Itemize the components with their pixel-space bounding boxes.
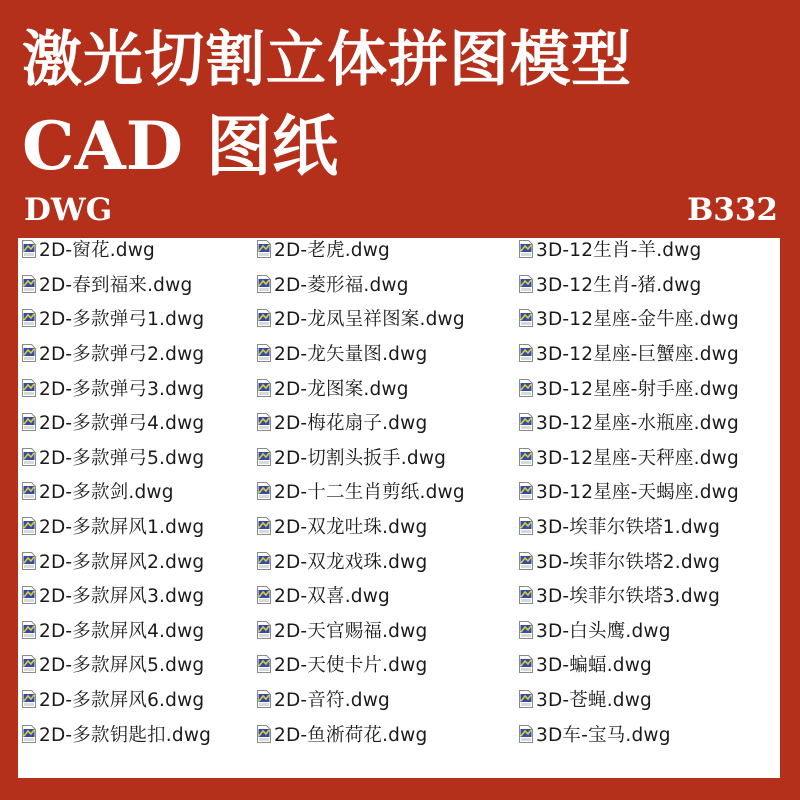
- product-code-tag: B332: [687, 192, 778, 228]
- file-item[interactable]: [515, 370, 739, 405]
- file-item[interactable]: [18, 543, 211, 578]
- file-name-label: 2D-多款屏风4.dwg: [39, 620, 205, 642]
- dwg-file-icon: [22, 275, 36, 293]
- file-name-label: 2D-多款屏风2.dwg: [39, 551, 205, 573]
- file-item[interactable]: [253, 405, 465, 440]
- file-item[interactable]: [515, 543, 739, 578]
- file-name-label: 3D-苍蝇.dwg: [536, 690, 652, 712]
- file-name-label: 2D-多款屏风3.dwg: [39, 586, 205, 608]
- file-item[interactable]: [18, 474, 211, 509]
- dwg-file-icon: [519, 586, 533, 604]
- file-column-3: [515, 238, 739, 751]
- file-name-label: 2D-多款弹弓5.dwg: [39, 447, 205, 469]
- file-item[interactable]: [18, 613, 211, 648]
- dwg-file-icon: [519, 448, 533, 466]
- dwg-file-icon: [519, 240, 533, 258]
- dwg-file-icon: [519, 621, 533, 639]
- dwg-file-icon: [519, 725, 533, 743]
- file-name-label: 2D-多款屏风5.dwg: [39, 655, 205, 677]
- file-item[interactable]: [253, 509, 465, 544]
- file-item[interactable]: [515, 336, 739, 371]
- file-name-label: 2D-十二生肖剪纸.dwg: [274, 482, 465, 504]
- file-name-label: 2D-龙矢量图.dwg: [274, 344, 428, 366]
- dwg-file-icon: [22, 725, 36, 743]
- file-name-label: 3D-12星座-天秤座.dwg: [536, 447, 739, 469]
- file-item[interactable]: [253, 267, 465, 302]
- file-item[interactable]: [515, 267, 739, 302]
- file-name-label: 2D-多款剑.dwg: [39, 482, 174, 504]
- file-item[interactable]: [515, 716, 739, 751]
- file-name-label: 3D-白头鹰.dwg: [536, 620, 671, 642]
- file-item[interactable]: [515, 238, 739, 267]
- file-item[interactable]: [515, 474, 739, 509]
- file-item[interactable]: [18, 267, 211, 302]
- file-name-label: 3D-12生肖-羊.dwg: [536, 240, 702, 262]
- file-name-label: 2D-双龙吐珠.dwg: [274, 517, 428, 539]
- file-name-label: 2D-双喜.dwg: [274, 586, 390, 608]
- dwg-file-icon: [257, 621, 271, 639]
- dwg-file-icon: [22, 344, 36, 362]
- file-name-label: 3D-12星座-天蝎座.dwg: [536, 482, 739, 504]
- dwg-file-icon: [257, 690, 271, 708]
- file-name-label: 3D-12星座-巨蟹座.dwg: [536, 344, 739, 366]
- dwg-file-icon: [519, 344, 533, 362]
- dwg-file-icon: [257, 482, 271, 500]
- file-name-label: 2D-菱形福.dwg: [274, 274, 409, 296]
- file-item[interactable]: [253, 370, 465, 405]
- file-listing: [18, 238, 780, 778]
- file-item[interactable]: [18, 647, 211, 682]
- file-item[interactable]: [253, 647, 465, 682]
- dwg-file-icon: [257, 275, 271, 293]
- dwg-file-icon: [257, 448, 271, 466]
- dwg-file-icon: [257, 552, 271, 570]
- file-column-2: [253, 238, 465, 751]
- title-line-1: 激光切割立体拼图模型: [22, 25, 632, 95]
- dwg-file-icon: [519, 275, 533, 293]
- file-item[interactable]: [18, 440, 211, 475]
- dwg-file-icon: [22, 448, 36, 466]
- file-name-label: 2D-梅花扇子.dwg: [274, 413, 428, 435]
- dwg-file-icon: [519, 413, 533, 431]
- dwg-file-icon: [519, 517, 533, 535]
- file-name-label: 3D-蝙蝠.dwg: [536, 655, 652, 677]
- dwg-file-icon: [257, 240, 271, 258]
- dwg-file-icon: [257, 379, 271, 397]
- file-name-label: 2D-天官赐福.dwg: [274, 620, 428, 642]
- file-item[interactable]: [18, 370, 211, 405]
- file-name-label: 2D-音符.dwg: [274, 690, 390, 712]
- file-name-label: 3D车-宝马.dwg: [536, 724, 671, 746]
- dwg-file-icon: [257, 586, 271, 604]
- dwg-file-icon: [257, 309, 271, 327]
- file-item[interactable]: [18, 336, 211, 371]
- file-item[interactable]: [18, 405, 211, 440]
- dwg-file-icon: [257, 344, 271, 362]
- file-item[interactable]: [18, 682, 211, 717]
- file-item[interactable]: [515, 613, 739, 648]
- dwg-file-icon: [22, 690, 36, 708]
- file-name-label: 3D-埃菲尔铁塔2.dwg: [536, 551, 721, 573]
- dwg-file-icon: [22, 517, 36, 535]
- file-item[interactable]: [253, 578, 465, 613]
- file-name-label: 3D-12星座-水瓶座.dwg: [536, 413, 739, 435]
- file-name-label: 2D-鱼淅荷花.dwg: [274, 724, 428, 746]
- file-name-label: 2D-多款弹弓2.dwg: [39, 344, 205, 366]
- file-name-label: 2D-多款弹弓4.dwg: [39, 413, 205, 435]
- dwg-file-icon: [519, 655, 533, 673]
- dwg-file-icon: [22, 240, 36, 258]
- dwg-file-icon: [22, 309, 36, 327]
- file-item[interactable]: [515, 647, 739, 682]
- file-item[interactable]: [253, 682, 465, 717]
- file-name-label: 2D-天使卡片.dwg: [274, 655, 428, 677]
- file-name-label: 3D-12星座-金牛座.dwg: [536, 309, 739, 331]
- file-name-label: 3D-12生肖-猪.dwg: [536, 274, 702, 296]
- file-name-label: 2D-老虎.dwg: [274, 240, 390, 262]
- dwg-file-icon: [22, 621, 36, 639]
- file-name-label: 2D-切割头扳手.dwg: [274, 447, 447, 469]
- title-line-2: CAD 图纸: [22, 107, 338, 185]
- file-name-label: 2D-龙凤呈祥图案.dwg: [274, 309, 465, 331]
- file-name-label: 2D-双龙戏珠.dwg: [274, 551, 428, 573]
- dwg-file-icon: [257, 413, 271, 431]
- file-item[interactable]: [515, 578, 739, 613]
- file-name-label: 2D-龙图案.dwg: [274, 378, 409, 400]
- file-name-label: 2D-多款弹弓3.dwg: [39, 378, 205, 400]
- dwg-file-icon: [519, 482, 533, 500]
- file-item[interactable]: [515, 405, 739, 440]
- dwg-file-icon: [519, 690, 533, 708]
- dwg-file-icon: [22, 586, 36, 604]
- dwg-file-icon: [22, 413, 36, 431]
- file-name-label: 2D-多款弹弓1.dwg: [39, 309, 205, 331]
- file-name-label: 2D-窗花.dwg: [39, 240, 155, 262]
- file-item[interactable]: [515, 509, 739, 544]
- file-item[interactable]: [253, 301, 465, 336]
- dwg-file-icon: [257, 517, 271, 535]
- title-banner: [0, 0, 800, 238]
- dwg-file-icon: [519, 309, 533, 327]
- dwg-file-icon: [22, 482, 36, 500]
- file-item[interactable]: [18, 716, 211, 751]
- dwg-file-icon: [257, 725, 271, 743]
- file-item[interactable]: [515, 301, 739, 336]
- file-item[interactable]: [18, 509, 211, 544]
- file-column-1: [18, 238, 211, 751]
- file-item[interactable]: [253, 336, 465, 371]
- file-name-label: 2D-多款屏风6.dwg: [39, 690, 205, 712]
- file-name-label: 3D-埃菲尔铁塔1.dwg: [536, 517, 721, 539]
- file-name-label: 2D-多款钥匙扣.dwg: [39, 724, 212, 746]
- format-tag: DWG: [24, 192, 113, 228]
- dwg-file-icon: [519, 379, 533, 397]
- dwg-file-icon: [257, 655, 271, 673]
- file-item[interactable]: [253, 474, 465, 509]
- dwg-file-icon: [519, 552, 533, 570]
- file-item[interactable]: [253, 238, 465, 267]
- file-name-label: 2D-多款屏风1.dwg: [39, 517, 205, 539]
- file-name-label: 2D-春到福来.dwg: [39, 274, 193, 296]
- file-item[interactable]: [253, 716, 465, 751]
- file-name-label: 3D-12星座-射手座.dwg: [536, 378, 739, 400]
- file-item[interactable]: [515, 682, 739, 717]
- file-item[interactable]: [18, 301, 211, 336]
- file-item[interactable]: [253, 543, 465, 578]
- file-name-label: 3D-埃菲尔铁塔3.dwg: [536, 586, 721, 608]
- dwg-file-icon: [22, 379, 36, 397]
- dwg-file-icon: [22, 655, 36, 673]
- file-item[interactable]: [515, 440, 739, 475]
- dwg-file-icon: [22, 552, 36, 570]
- file-item[interactable]: [253, 440, 465, 475]
- file-item[interactable]: [18, 238, 211, 267]
- file-item[interactable]: [253, 613, 465, 648]
- file-item[interactable]: [18, 578, 211, 613]
